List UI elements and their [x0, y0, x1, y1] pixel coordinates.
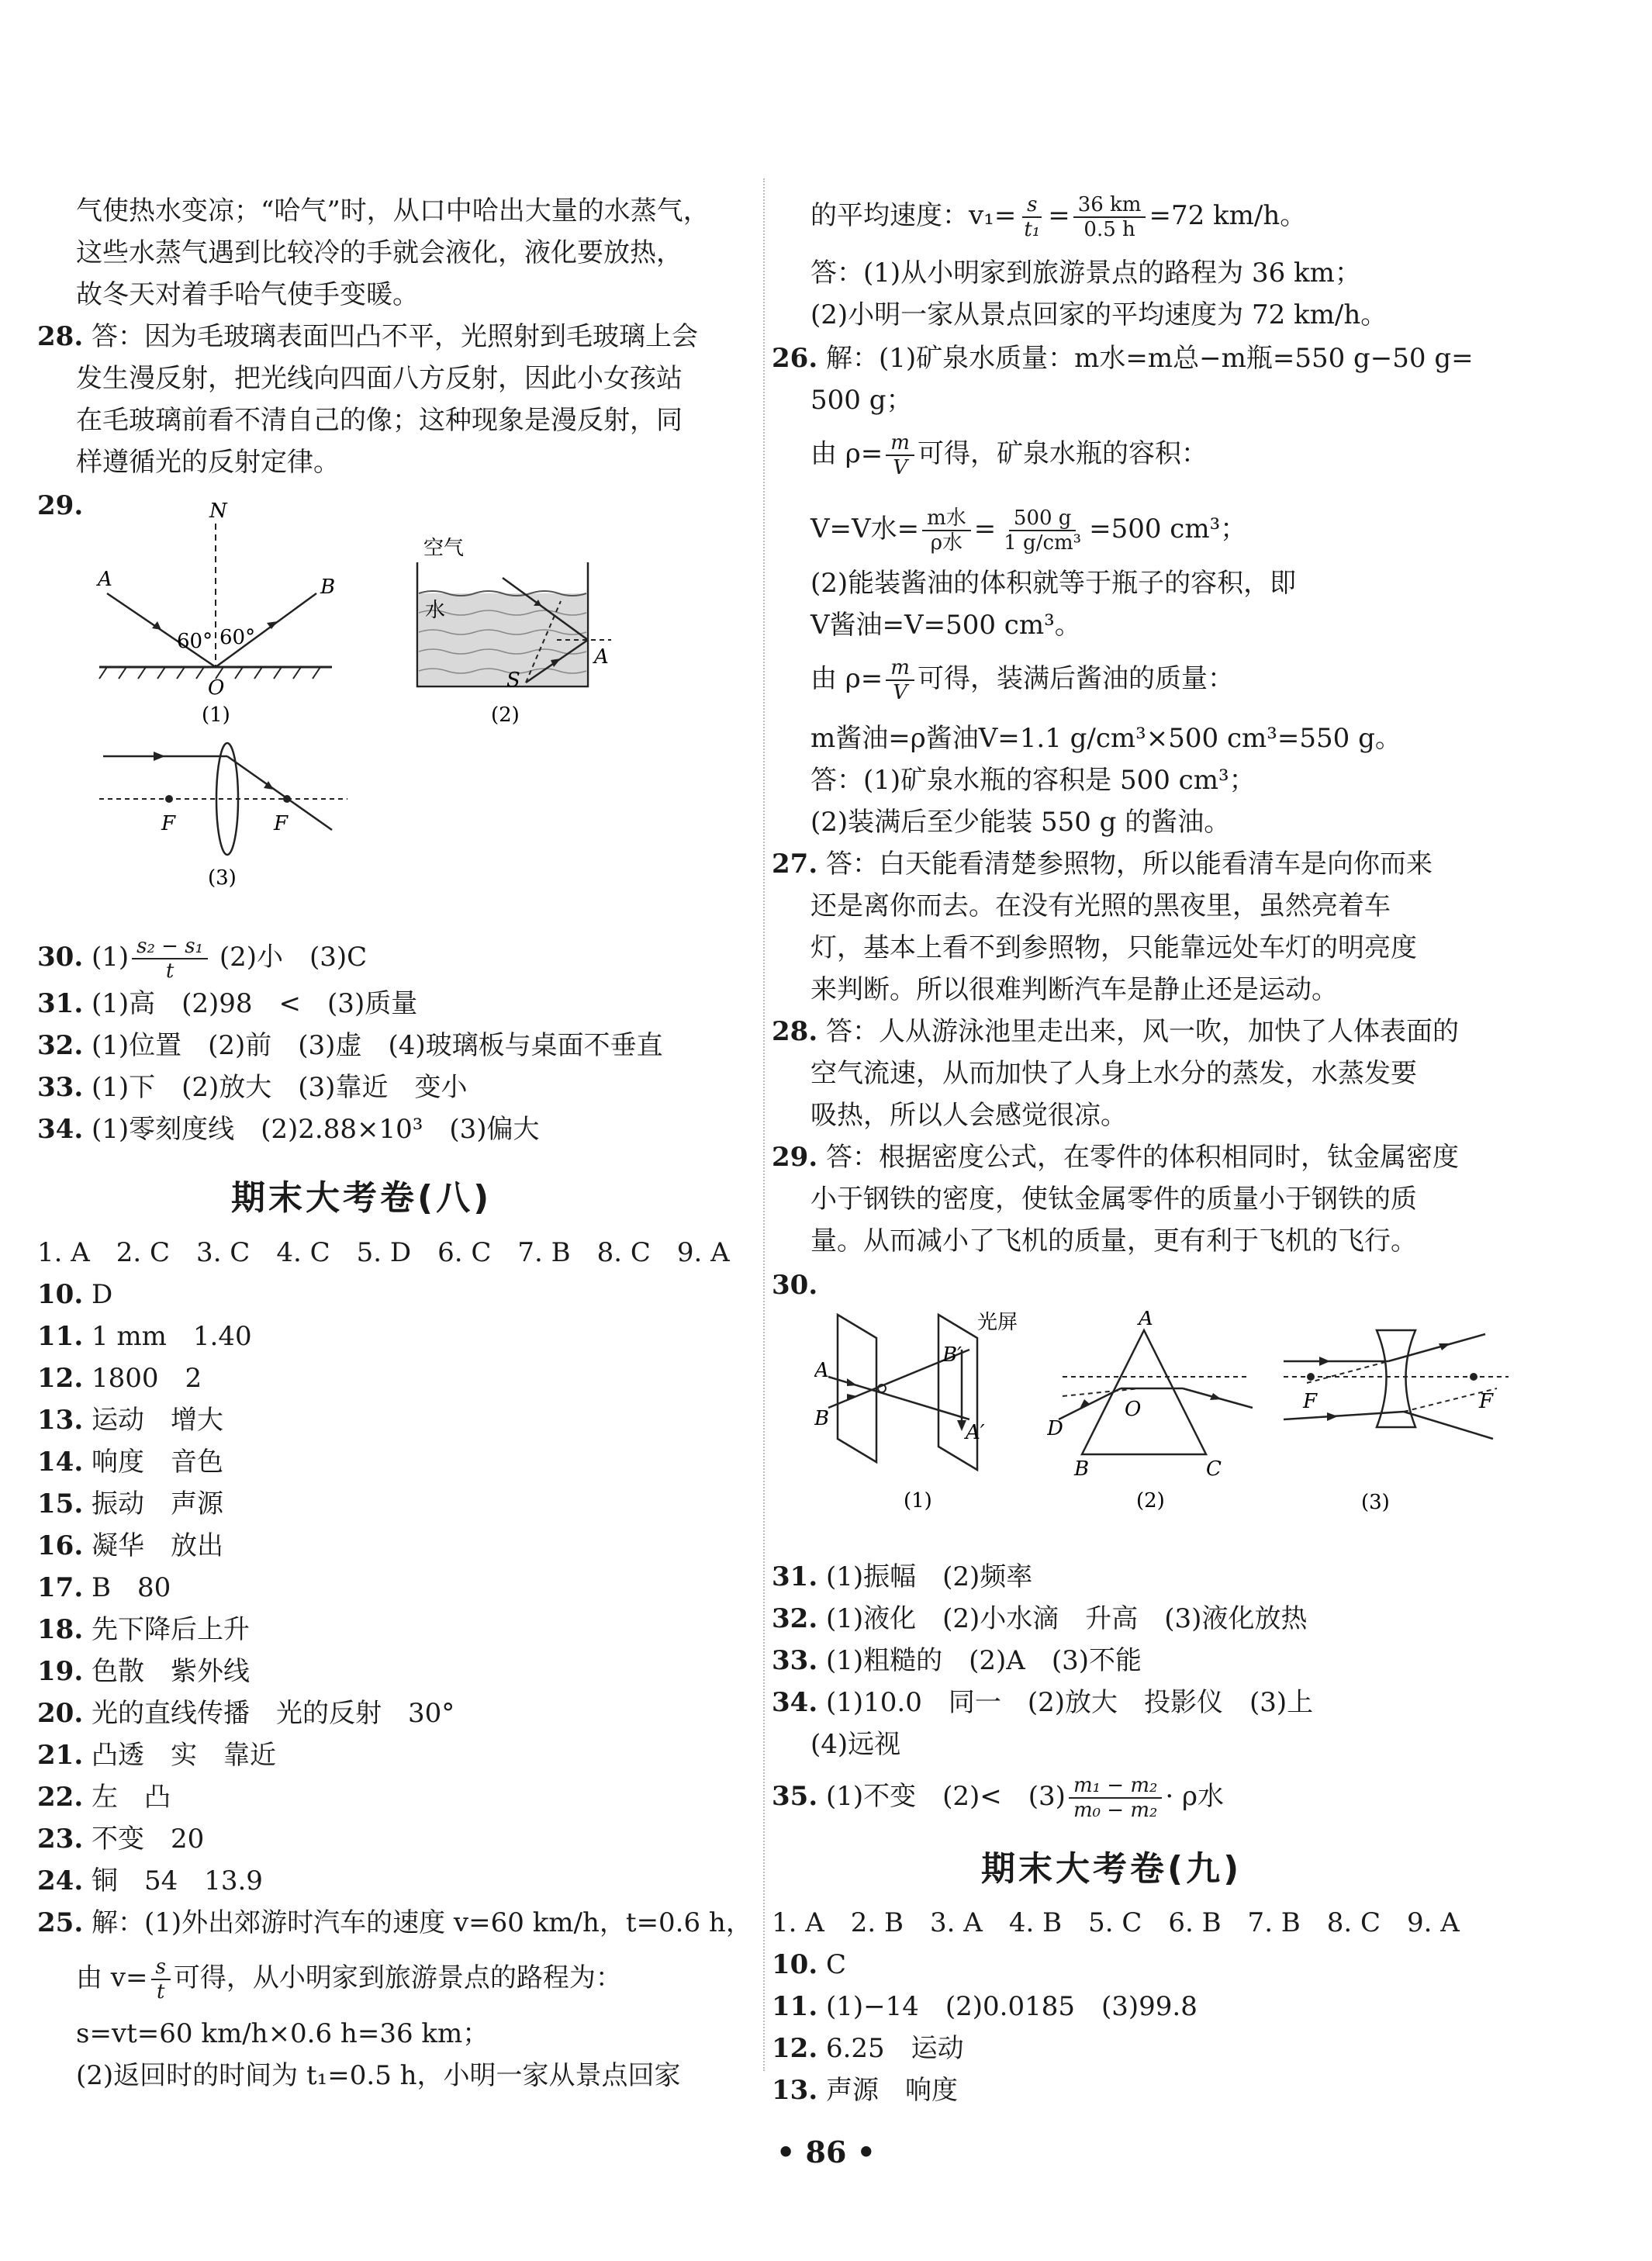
mc-answers: 1. A 2. B 3. A 4. B 5. C 6. B 7. B 8. C 9. A: [772, 1907, 1460, 1938]
label-F: F: [1303, 1390, 1318, 1413]
fraction: $\frac{36 km}{0.5 h}$: [1073, 193, 1146, 241]
label-A-prime: A′: [966, 1421, 985, 1444]
text-line: s=vt=60 km/h×0.6 h=36 km；: [76, 2018, 489, 2049]
text-line: 由 ρ= $\frac{m}{V}$ 可得，装满后酱油的质量：: [810, 656, 1234, 704]
question-30: [37, 935, 368, 983]
text-line: 答：(1)从小明家到旅游景点的路程为 36 km；: [810, 258, 1361, 289]
label-A: A: [1139, 1311, 1153, 1330]
figure-caption: (3): [208, 866, 237, 890]
question-number: 30.: [37, 942, 84, 973]
question-29: 29. 答：根据密度公式，在零件的体积相同时，钛金属密度: [772, 1142, 1459, 1173]
figure-caption: (2): [491, 704, 520, 727]
label-A: A: [814, 1359, 829, 1382]
answer-16: 16. 凝华 放出: [37, 1530, 223, 1561]
text-line: 由 ρ= $\frac{m}{V}$ 可得，矿泉水瓶的容积：: [810, 431, 1208, 479]
fraction: $\frac{500 g}{\text{1 g/cm³}}$: [1004, 506, 1082, 555]
text-line: 的平均速度：v₁= $\frac{s}{\text{t₁}}$ = $\frac{36 km}{0.5 h}$ =72 km/h。: [810, 193, 1307, 241]
text-line: 在毛玻璃前看不清自己的像；这种现象是漫反射，同: [76, 405, 683, 436]
label-B: B: [1074, 1457, 1090, 1481]
answer-19: 19. 色散 紫外线: [37, 1656, 250, 1687]
fraction: $\frac{s}{t}$: [151, 1955, 171, 2003]
text-line: 这些水蒸气遇到比较冷的手就会液化，液化要放热，: [76, 237, 683, 268]
label-N: N: [209, 500, 227, 523]
question-31: 31. (1)高 (2)98 < (3)质量: [37, 988, 418, 1019]
concave-lens-diagram: [1276, 1322, 1524, 1524]
answer-10: 10. C: [772, 1949, 846, 1980]
convex-lens-diagram: [84, 733, 363, 935]
fraction: $\frac{\text{m₁ − m₂}}{\text{m₀ − m₂}}$: [1069, 1774, 1162, 1822]
fraction: $\frac{m}{V}$: [886, 431, 914, 479]
fraction: $\frac{s}{\text{t₁}}$: [1019, 193, 1045, 241]
text-line: 吸热，所以人会感觉很凉。: [810, 1100, 1127, 1131]
question-number: 29.: [37, 490, 84, 521]
prism-diagram: [1047, 1311, 1264, 1524]
text-line: 500 g；: [810, 385, 913, 416]
column-separator: [763, 178, 766, 2071]
answer-15: 15. 振动 声源: [37, 1488, 223, 1519]
text-line: (2)能装酱油的体积就等于瓶子的容积，即: [810, 568, 1297, 599]
question-27: 27. 答：白天能看清楚参照物，所以能看清车是向你而来: [772, 849, 1433, 880]
answer-22: 22. 左 凸: [37, 1782, 171, 1813]
answer-13: 13. 声源 响度: [772, 2075, 958, 2106]
answer-11: 11. 1 mm 1.40: [37, 1321, 252, 1352]
question-33: 33. (1)粗糙的 (2)A (3)不能: [772, 1645, 1142, 1676]
text-line: (2)小明一家从景点回家的平均速度为 72 km/h。: [810, 299, 1388, 330]
answer-part: (1): [91, 942, 130, 973]
figure-caption: (1): [904, 1489, 932, 1513]
question-35: 35. (1)不变 (2)< (3) $\frac{\text{m₁ − m₂}}{\text{m₀ − m₂}}$ · ρ水: [772, 1774, 1225, 1822]
text-line: 样遵循光的反射定律。: [76, 447, 340, 478]
question-32: 32. (1)位置 (2)前 (3)虚 (4)玻璃板与桌面不垂直: [37, 1030, 663, 1061]
text-line: V酱油=V=500 cm³。: [810, 610, 1081, 641]
question-34: 34. (1)零刻度线 (2)2.88×10³ (3)偏大: [37, 1114, 540, 1145]
text-line: (2)返回时的时间为 t₁=0.5 h，小明一家从景点回家: [76, 2060, 681, 2091]
answer-17: 17. B 80: [37, 1572, 171, 1603]
text-line: 发生漫反射，把光线向四面八方反射，因此小女孩站: [76, 363, 683, 394]
fraction: $\frac{m}{V}$: [886, 656, 914, 704]
answer-part: (2)小 (3)C: [219, 942, 368, 973]
answer-12: 12. 6.25 运动: [772, 2033, 964, 2064]
text-line: 来判断。所以很难判断汽车是静止还是运动。: [810, 974, 1338, 1005]
text-line: V=V水= $\frac{\text{m水}}{\text{ρ水}}$ = $\frac{500 g}{\text{1 g/cm³}}$ =500 cm³；: [810, 506, 1247, 555]
answer-24: 24. 铜 54 13.9: [37, 1865, 263, 1896]
label-C: C: [1206, 1457, 1222, 1481]
label-B: B: [814, 1407, 830, 1430]
text-line: (2)装满后至少能装 550 g 的酱油。: [810, 807, 1231, 838]
label-B-prime: B′: [942, 1343, 963, 1367]
text-line: 故冬天对着手哈气使手变暖。: [76, 279, 419, 310]
question-number: 28.: [37, 321, 84, 352]
answer-11: 11. (1)−14 (2)0.0185 (3)99.8: [772, 1991, 1198, 2022]
label-screen: 光屏: [977, 1311, 1018, 1334]
section-heading: 期末大考卷(八): [231, 1178, 492, 1218]
answer-20: 20. 光的直线传播 光的反射 30°: [37, 1698, 455, 1729]
label-D: D: [1047, 1417, 1063, 1440]
figure-caption: (3): [1361, 1491, 1390, 1514]
text-line: 空气流速，从而加快了人身上水分的蒸发，水蒸发要: [810, 1058, 1417, 1089]
text-line: 量。从而减小了飞机的质量，更有利于飞机的飞行。: [810, 1226, 1417, 1257]
label-F: F: [161, 812, 176, 835]
figure-caption: (2): [1136, 1489, 1165, 1513]
answer-18: 18. 先下降后上升: [37, 1614, 250, 1645]
question-33: 33. (1)下 (2)放大 (3)靠近 变小: [37, 1072, 468, 1103]
angle-label: 60°: [177, 630, 213, 653]
text-line: m酱油=ρ酱油V=1.1 g/cm³×500 cm³=550 g。: [810, 723, 1401, 754]
page-number: • 86 •: [776, 2135, 876, 2169]
question-29: [37, 485, 83, 527]
fraction: $\frac{\text{s₂ − s₁}}{t}$: [132, 935, 208, 983]
label-water: 水: [425, 599, 446, 622]
label-O: O: [208, 676, 225, 700]
refraction-diagram: [402, 531, 634, 733]
label-F: F: [274, 812, 289, 835]
reflection-diagram: [84, 500, 347, 725]
question-28: [37, 316, 698, 358]
label-A: A: [594, 645, 609, 669]
answer-14: 14. 响度 音色: [37, 1447, 223, 1478]
text-line: (4)远视: [810, 1729, 901, 1760]
answer-10: 10. D: [37, 1279, 113, 1310]
text-line: 小于钢铁的密度，使钛金属零件的质量小于钢铁的质: [810, 1184, 1417, 1215]
figure-caption: (1): [202, 704, 230, 725]
answer-text: 答：因为毛玻璃表面凹凸不平，光照射到毛玻璃上会: [91, 321, 698, 352]
text-line: 还是离你而去。在没有光照的黑夜里，虽然亮着车: [810, 890, 1391, 921]
question-26: 26. 解：(1)矿泉水质量：m水=m总−m瓶=550 g−50 g=: [772, 343, 1474, 374]
answer-13: 13. 运动 增大: [37, 1405, 223, 1436]
label-O: O: [1125, 1398, 1142, 1421]
text-line: 答：(1)矿泉水瓶的容积是 500 cm³；: [810, 765, 1256, 796]
question-34: 34. (1)10.0 同一 (2)放大 投影仪 (3)上: [772, 1687, 1314, 1718]
question-28: 28. 答：人从游泳池里走出来，风一吹，加快了人体表面的: [772, 1016, 1459, 1047]
section-heading: 期末大考卷(九): [981, 1849, 1242, 1889]
question-30: 30.: [772, 1270, 818, 1301]
question-32: 32. (1)液化 (2)小水滴 升高 (3)液化放热: [772, 1603, 1308, 1634]
answer-12: 12. 1800 2: [37, 1363, 202, 1394]
label-air: 空气: [423, 537, 465, 560]
angle-label: 60°: [219, 626, 256, 649]
label-B: B: [320, 576, 336, 599]
text-line: 灯，基本上看不到参照物，只能靠远处车灯的明亮度: [810, 932, 1417, 963]
question-25: 25. 解：(1)外出郊游时汽车的速度 v=60 km/h，t=0.6 h，: [37, 1907, 752, 1938]
fraction: $\frac{\text{m水}}{\text{ρ水}}$: [922, 506, 971, 555]
answer-21: 21. 凸透 实 靠近: [37, 1740, 276, 1771]
label-S: S: [506, 669, 520, 692]
mc-answers: 1. A 2. C 3. C 4. C 5. D 6. C 7. B 8. C 9. A: [37, 1237, 730, 1268]
label-F: F: [1479, 1390, 1494, 1413]
text-line: 气使热水变凉；“哈气”时，从口中哈出大量的水蒸气，: [76, 195, 710, 226]
text-line: 由 v= $\frac{s}{t}$ 可得，从小明家到旅游景点的路程为：: [76, 1955, 622, 2003]
pinhole-diagram: [814, 1307, 1039, 1524]
question-31: 31. (1)振幅 (2)频率: [772, 1561, 1033, 1592]
label-A: A: [98, 568, 112, 591]
answer-23: 23. 不变 20: [37, 1824, 205, 1855]
